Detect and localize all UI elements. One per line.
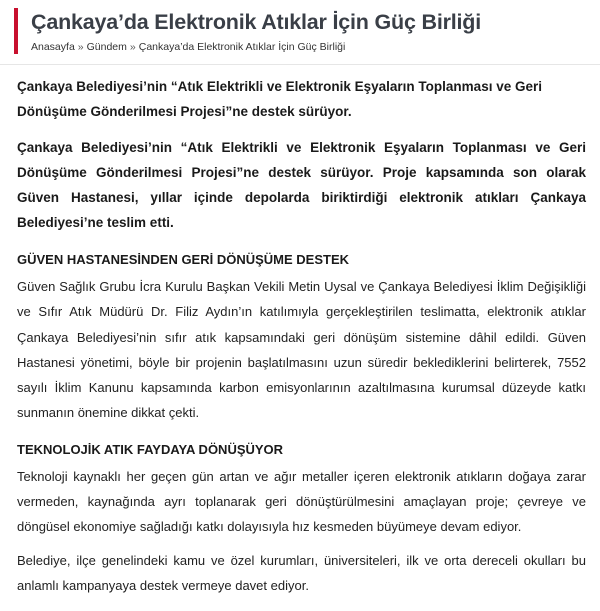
- breadcrumb: [31, 41, 345, 53]
- section-heading: TEKNOLOJİK ATIK FAYDAYA DÖNÜŞÜYOR: [17, 441, 284, 457]
- article-lead: Çankaya Belediyesi’nin “Atık Elektrikli ve Elektronik Eşyaların Toplanması ve Geri Dönüşüme Gönderilmesi Projesi”ne destek sürüyor.: [17, 79, 542, 119]
- breadcrumb-home-link[interactable]: Anasayfa: [31, 41, 75, 53]
- article-lead-second: Çankaya Belediyesi’nin “Atık Elektrikli ve Elektronik Eşyaların Toplanması ve Geri Dönüşüme Gönderilmesi Projesi”ne destek sürüyor. Proje kapsamında son olarak Güven Hastanesi, yıllar içinde depolarda biriktirdiği elektronik atıkları Çankaya Belediyesi’ne teslim etti.: [17, 140, 586, 230]
- section-heading: GÜVEN HASTANESİNDEN GERİ DÖNÜŞÜME DESTEK: [17, 252, 350, 267]
- header-divider: [0, 64, 600, 65]
- page-title: Çankaya’da Elektronik Atıklar İçin Güç Birliği: [31, 10, 482, 34]
- article-body: [17, 74, 586, 611]
- breadcrumb-section-link[interactable]: Gündem: [86, 41, 127, 53]
- section-paragraph: Teknoloji kaynaklı her geçen gün artan ve ağır metaller içeren elektronik atıkların doğaya zarar vermeden, kaynağında ayrı toplanarak geri dönüştürülmesini amaçlayan proje; çevreye ve döngüsel ekonomiye sağladığı katkı dolayısıyla hız kesmeden büyümeye devam ediyor.: [17, 468, 586, 535]
- breadcrumb-separator: »: [77, 41, 84, 53]
- section-paragraph: Belediye, ilçe genelindeki kamu ve özel kurumları, üniversiteleri, ilk ve orta dereceli okulları bu anlamlı kampanyaya destek vermeye davet ediyor.: [17, 552, 586, 593]
- breadcrumb-separator: »: [129, 41, 136, 53]
- section-paragraph: Güven Sağlık Grubu İcra Kurulu Başkan Vekili Metin Uysal ve Çankaya Belediyesi İklim Değişikliği ve Sıfır Atık Müdürü Dr. Filiz Aydın’ın katılımıyla gerçekleştirilen teslimatta, elektronik atıklar Çankaya Belediyesi’nin sıfır atık kapsamındaki geri dönüşüm sistemine dâhil edildi. Güven Hastanesi yönetimi, böyle bir projenin başlatılmasını uzun süredir beklediklerini belirterek, 7552 sayılı İklim Kanunu kapsamında karbon emisyonlarının azaltılmasına kurumsal düzeyde katkı sunmanın önemine dikkat çekti.: [17, 279, 586, 421]
- page-header: [14, 6, 584, 56]
- breadcrumb-current: Çankaya’da Elektronik Atıklar İçin Güç Birliği: [138, 41, 346, 53]
- title-accent-bar: [14, 8, 18, 54]
